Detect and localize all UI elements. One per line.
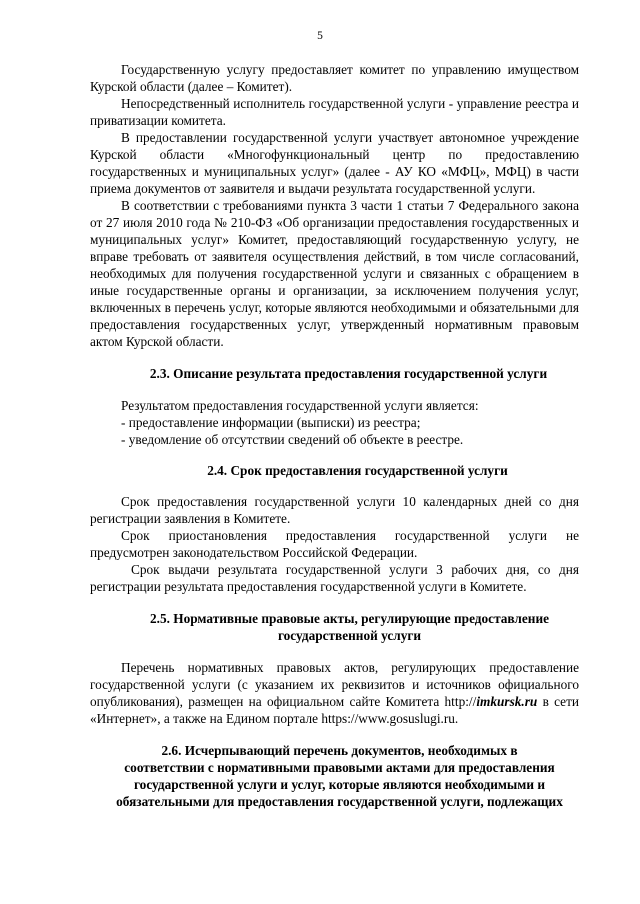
section-2-5-heading [90,610,579,644]
page-number: 5 [317,30,323,42]
section-2-4-paragraph-3: Срок выдачи результата государственной услуги 3 рабочих дня, со дня регистрации результата предоставления государственной услуги в Комитете. [90,562,579,594]
section-2-5-text-before-link: Перечень нормативных правовых актов, регулирующих предоставление государственной услуги (с указанием их реквизитов и источников официального опубликования), размещен на официальном сайте Комитета http:// [90,660,579,709]
section-2-6-heading-line-1: 2.6. Исчерпывающий перечень документов, необходимых в [161,743,518,758]
section-2-4-paragraph-2: Срок приостановления предоставления государственной услуги не предусмотрен законодательством Российской Федерации. [90,528,579,560]
section-2-5-heading-line-2: государственной услуги [277,628,422,643]
section-2-5-heading-line-1: 2.5. Нормативные правовые акты, регулирующие предоставление [149,611,550,626]
section-2-3-intro: Результатом предоставления государственной услуги является: [121,398,479,413]
section-2-6-heading [90,742,579,810]
intro-paragraph-4: В соответствии с требованиями пункта 3 части 1 статьи 7 Федерального закона от 27 июля 2010 года № 210-ФЗ «Об организации предоставления государственных и муниципальных услуг» Комитет, предоставляющий государственную услугу, не вправе требовать от заявителя осуществления действий, в том числе согласований, необходимых для получения государственной услуги и связанных с обращением в иные государственные органы и организации, за исключением получения услуг, включенных в перечень услуг, которые являются необходимыми и обязательными для предоставления государственных услуг, утвержденный нормативным правовым актом Курской области. [90,198,579,349]
section-2-4-paragraph-1: Срок предоставления государственной услуги 10 календарных дней со дня регистрации заявления в Комитете. [90,494,579,526]
document-body [90,61,579,810]
section-2-5-text-after-link: в сети «Интернет», а также на Едином портале https://www.gosuslugi.ru. [90,694,579,726]
section-2-3-heading: 2.3. Описание результата предоставления государственной услуги [149,366,548,381]
section-2-6-heading-line-2: соответствии с нормативными правовыми актами для предоставления [124,760,555,775]
intro-paragraph-3: В предоставлении государственной услуги участвует автономное учреждение Курской области «Многофункциональный центр по предоставлению государственных и муниципальных услуг» (далее - АУ КО «МФЦ», МФЦ) в части приема документов от заявителя и выдачи результата государственной услуги. [90,130,579,196]
intro-paragraph-1: Государственную услугу предоставляет комитет по управлению имуществом Курской области (далее – Комитет). [90,62,579,94]
committee-site-link[interactable]: imkursk.ru [476,694,538,709]
intro-paragraph-2: Непосредственный исполнитель государственной услуги - управление реестра и приватизации комитета. [90,96,579,128]
section-2-6-heading-line-4: обязательными для предоставления государственной услуги, подлежащих [116,794,563,809]
section-2-3-item-1: - предоставление информации (выписки) из реестра; [121,415,421,430]
section-2-3-item-2: - уведомление об отсутствии сведений об объекте в реестре. [121,432,464,447]
section-2-5-paragraph-1 [90,659,579,727]
section-2-4-heading: 2.4. Срок предоставления государственной услуги [207,463,508,478]
section-2-6-heading-line-3: государственной услуги и услуг, которые являются необходимыми и [133,777,546,792]
